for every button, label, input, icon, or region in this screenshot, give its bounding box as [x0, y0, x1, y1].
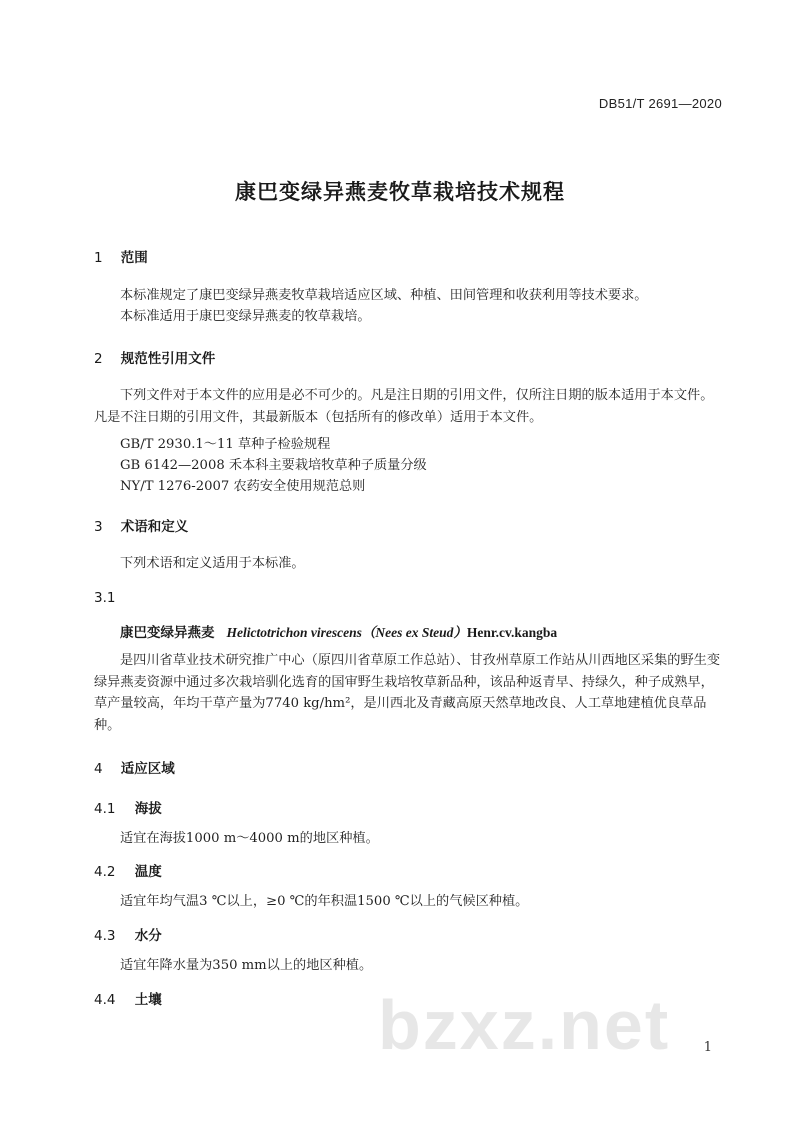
document-title: 康巴变绿异燕麦牧草栽培技术规程 [235, 180, 565, 204]
term-chinese-name: 康巴变绿异燕麦 [120, 625, 215, 641]
section-1-heading [94, 246, 148, 266]
term-entry [120, 621, 557, 641]
term-cultivar: Henr.cv.kangba [466, 625, 558, 640]
subsection-4-4-heading [94, 988, 162, 1008]
section-number: 1 [94, 250, 103, 266]
subsection-4-3-heading [94, 924, 162, 944]
subsection-title: 海拔 [134, 801, 162, 817]
watermark: bzxz.net [378, 986, 671, 1064]
scope-paragraph-1: 本标准规定了康巴变绿异燕麦牧草栽培适应区域、种植、田间管理和收获利用等技术要求。 [120, 288, 648, 303]
page-number: 1 [703, 1040, 712, 1055]
subsection-title: 水分 [134, 928, 162, 944]
terms-intro-paragraph: 下列术语和定义适用于本标准。 [120, 556, 305, 571]
reference-item: NY/T 1276-2007 农药安全使用规范总则 [120, 479, 366, 494]
section-3-heading [94, 515, 188, 535]
subsection-number: 4.1 [94, 801, 116, 817]
section-4-heading [94, 757, 175, 777]
section-title: 适应区域 [120, 761, 175, 777]
section-title: 术语和定义 [120, 519, 189, 535]
subsection-4-1-heading [94, 797, 162, 817]
references-intro-paragraph: 下列文件对于本文件的应用是必不可少的。凡是注日期的引用文件，仅所注日期的版本适用于本文件。凡是不注日期的引用文件，其最新版本（包括所有的修改单）适用于本文件。 [94, 388, 714, 425]
standard-code: DB51/T 2691—2020 [598, 96, 722, 111]
section-number: 3 [94, 519, 103, 535]
section-2-heading [94, 347, 215, 367]
term-definition: 是四川省草业技术研究推广中心（原四川省草原工作总站）、甘孜州草原工作站从川西地区采集的野生变绿异燕麦资源中通过多次栽培驯化选育的国审野生栽培牧草新品种，该品种返青早、持绿久，种子成熟早，草产量较高，年均干草产量为7740 kg/hm²，是川西北及青藏高原天然草地改良、人工草地建植优良草品种。 [94, 653, 721, 733]
term-latin-name: Helictotrichon virescens（Nees ex Steud） [226, 625, 467, 640]
subsection-4-2-heading [94, 860, 162, 880]
section-number: 2 [94, 351, 103, 367]
reference-item: GB/T 2930.1～11 草种子检验规程 [120, 437, 331, 452]
water-paragraph: 适宜年降水量为350 mm以上的地区种植。 [120, 958, 373, 973]
subsection-title: 土壤 [134, 992, 162, 1008]
reference-item: GB 6142—2008 禾本科主要栽培牧草种子质量分级 [120, 458, 427, 473]
section-title: 规范性引用文件 [120, 351, 216, 367]
term-number: 3.1 [94, 590, 116, 606]
scope-paragraph-2: 本标准适用于康巴变绿异燕麦的牧草栽培。 [120, 309, 371, 324]
subsection-title: 温度 [134, 864, 162, 880]
temperature-paragraph: 适宜年均气温3 ℃以上，≥0 ℃的年积温1500 ℃以上的气候区种植。 [120, 894, 529, 909]
altitude-paragraph: 适宜在海拔1000 m～4000 m的地区种植。 [120, 831, 379, 846]
subsection-number: 4.4 [94, 992, 116, 1008]
section-number: 4 [94, 761, 103, 777]
subsection-number: 4.3 [94, 928, 116, 944]
section-title: 范围 [120, 250, 148, 266]
subsection-number: 4.2 [94, 864, 116, 880]
